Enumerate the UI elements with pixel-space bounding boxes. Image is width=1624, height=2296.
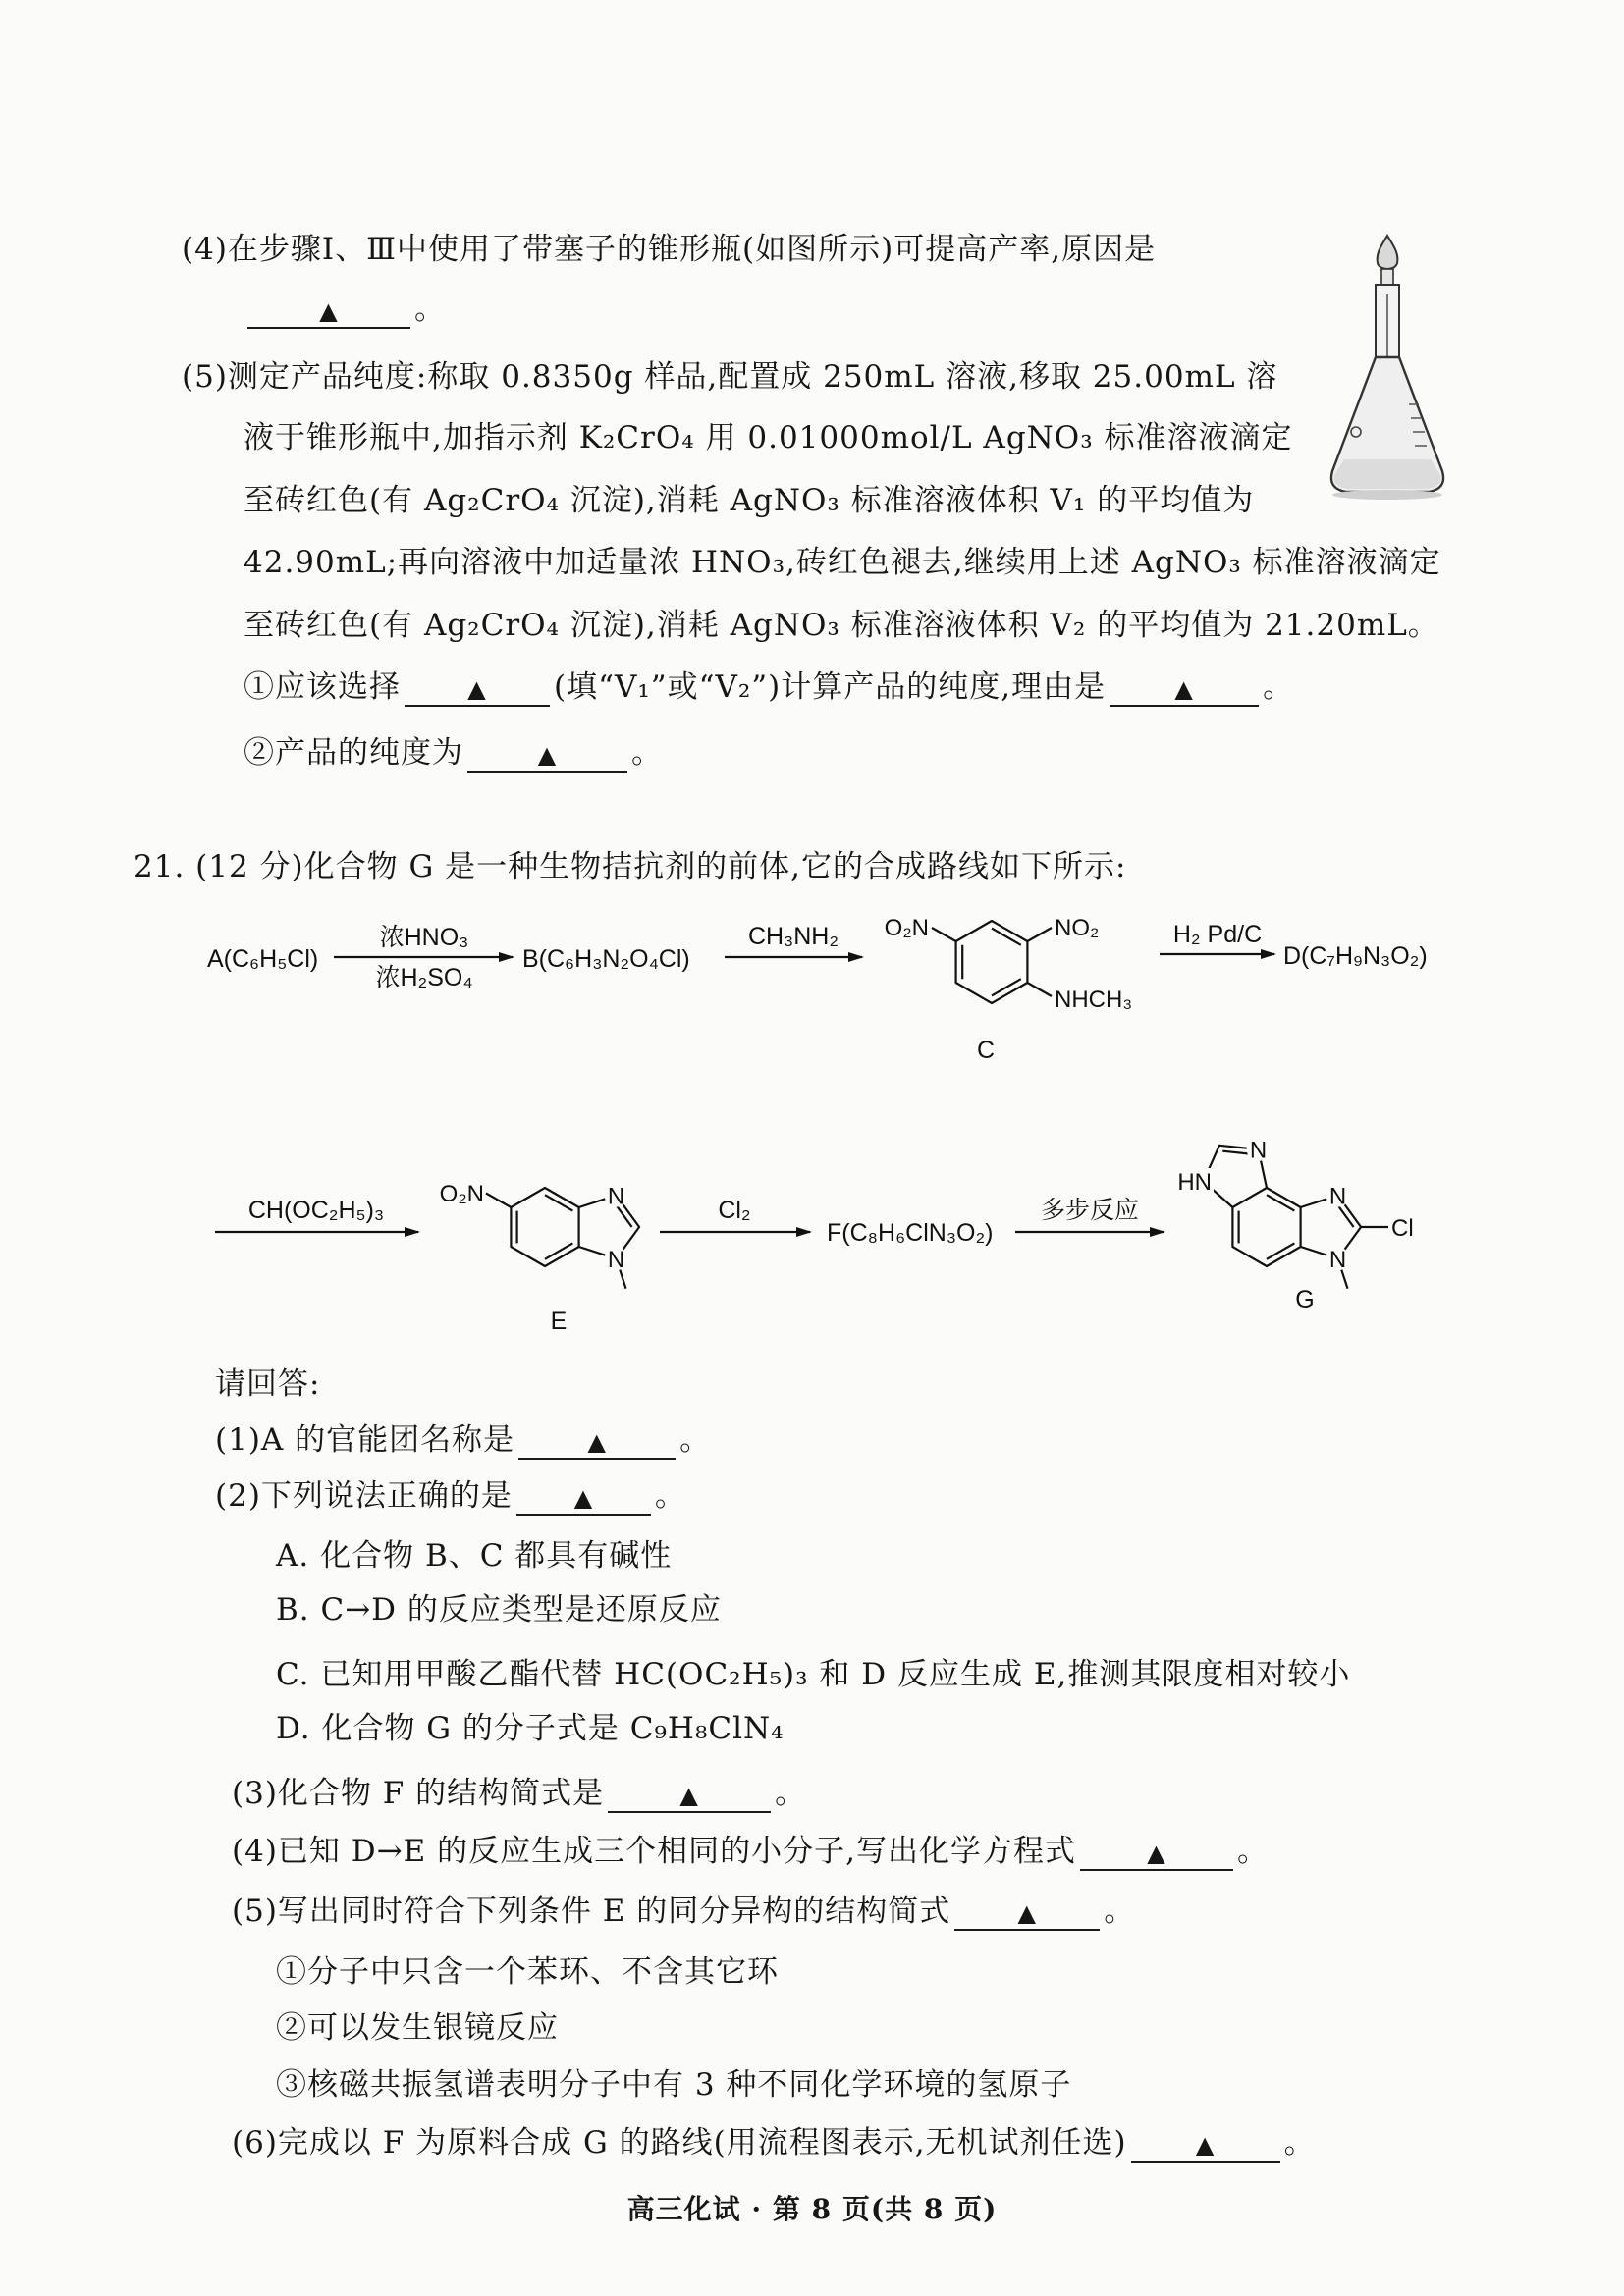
compound-d: D(C₇H₉N₃O₂): [1283, 942, 1428, 970]
compound-c-label: C: [976, 1037, 996, 1064]
sentence-end: 。: [1104, 1894, 1136, 1929]
nitrogen-atom-right-top: N: [1328, 1183, 1347, 1210]
sentence-end: 。: [631, 735, 663, 771]
chlorine-atom: Cl: [1391, 1215, 1414, 1242]
nitrogen-atom-top: N: [607, 1183, 625, 1210]
q21-q5-condition-1: ①分子中只含一个苯环、不含其它环: [276, 1954, 779, 1990]
answer-blank: ▲: [1131, 2129, 1280, 2163]
page-footer: 高三化试 · 第 8 页(共 8 页): [626, 2193, 998, 2225]
reagent-3: H₂ Pd/C: [1172, 921, 1263, 948]
question-text: 已知 D→E 的反应生成三个相同的小分子,写出化学方程式: [277, 1834, 1076, 1869]
item-text: (填“V₁”或“V₂”)计算产品的纯度,理由是: [554, 669, 1107, 705]
nitrogen-atom-upper: N: [1249, 1137, 1268, 1164]
benzene-ring: [511, 1188, 578, 1266]
q20-part4-text: 在步骤Ⅰ、Ⅲ中使用了带塞子的锥形瓶(如图所示)可提高产率,原因是: [227, 232, 1157, 267]
question-text: 下列说法正确的是: [260, 1478, 513, 1514]
benzene-ring: [1232, 1188, 1300, 1266]
benzene-ring: [956, 921, 1028, 1003]
sentence-end: 。: [679, 1422, 712, 1458]
erlenmeyer-flask-illustration: [1323, 232, 1452, 503]
flask-base-shadow: [1332, 490, 1442, 500]
q21-q2-option-c: C. 已知用甲酸乙酯代替 HC(OC₂H₅)₃ 和 D 反应生成 E,推测其限度相对较小: [276, 1657, 1351, 1692]
compound-g-structure: [1176, 1138, 1414, 1313]
q21-q2-option-a: A. 化合物 B、C 都具有碱性: [276, 1538, 673, 1574]
sentence-end: 。: [414, 292, 446, 327]
question-label: (4): [232, 1834, 278, 1869]
q21-q2-option-b: B. C→D 的反应类型是还原反应: [276, 1592, 722, 1628]
sentence-end: 。: [654, 1478, 686, 1514]
q20-part5-label: (5): [182, 359, 228, 395]
q21-question-1: [215, 1420, 711, 1460]
flask-stopper: [1378, 236, 1398, 269]
reagent-1-bottom: 浓H₂SO₄: [375, 964, 473, 991]
answer-blank: ▲: [405, 673, 550, 707]
question-text: A 的官能团名称是: [260, 1422, 515, 1458]
question-label: (2): [215, 1478, 261, 1514]
answer-blank: ▲: [516, 1482, 651, 1516]
sentence-end: 。: [1263, 669, 1295, 705]
q21-intro: (12 分)化合物 G 是一种生物拮抗剂的前体,它的合成路线如下所示:: [185, 849, 1127, 884]
reagent-1-top: 浓HNO₃: [379, 924, 469, 951]
question-label: (6): [232, 2125, 278, 2161]
nitro-group-left: O₂N: [884, 915, 929, 941]
compound-e-structure: [440, 1181, 639, 1335]
q20-part5-line-3: 至砖红色(有 Ag₂CrO₄ 沉淀),消耗 AgNO₃ 标准溶液体积 V₁ 的平均值为: [244, 483, 1255, 518]
q21-prompt: 请回答:: [215, 1366, 321, 1402]
item-text: ①应该选择: [244, 669, 401, 705]
answer-blank: ▲: [1080, 1838, 1233, 1871]
question-text: 化合物 F 的结构简式是: [277, 1776, 605, 1811]
sentence-end: 。: [1236, 1834, 1269, 1869]
aromatic-double-bonds: [962, 929, 1021, 996]
q21-number: 21.: [134, 849, 186, 884]
question-text: 完成以 F 为原料合成 G 的路线(用流程图表示,无机试剂任选): [277, 2125, 1127, 2161]
q21-q5-condition-2: ②可以发生银镜反应: [276, 2010, 559, 2046]
compound-e-label: E: [550, 1308, 568, 1335]
q20-part4-line: [182, 230, 1156, 269]
q20-part5-line-4: 42.90mL;再向溶液中加适量浓 HNO₃,砖红色褪去,继续用上述 AgNO₃ 标准溶液滴定: [244, 545, 1441, 580]
substituent-bonds: [932, 928, 1052, 996]
q21-question-3: [232, 1774, 806, 1813]
q20-part5-line-5: 至砖红色(有 Ag₂CrO₄ 沉淀),消耗 AgNO₃ 标准溶液体积 V₂ 的平均值为 21.20mL。: [244, 608, 1439, 643]
nitro-group: O₂N: [439, 1181, 484, 1207]
nitrogen-atom-bottom: N: [607, 1247, 625, 1273]
sentence-end: 。: [775, 1776, 807, 1811]
q21-q5-condition-3: ③核磁共振氢谱表明分子中有 3 种不同化学环境的氢原子: [276, 2067, 1072, 2103]
synthesis-route-scheme: [0, 864, 1624, 1335]
answer-blank: ▲: [247, 295, 410, 329]
q20-part4-label: (4): [182, 232, 228, 267]
q20-part5-item-2: [244, 733, 663, 773]
substituent-bonds: [486, 1194, 626, 1289]
question-label: (5): [232, 1894, 278, 1929]
item-text: ②产品的纯度为: [244, 735, 463, 771]
reagent-5: Cl₂: [718, 1197, 751, 1224]
q20-part5-line-1: [182, 357, 1277, 397]
compound-a: A(C₆H₅Cl): [207, 945, 319, 973]
compound-g-label: G: [1295, 1286, 1315, 1313]
sentence-end: 。: [1283, 2125, 1316, 2161]
answer-blank: ▲: [518, 1426, 676, 1460]
question-text: 写出同时符合下列条件 E 的同分异构的结构简式: [277, 1894, 951, 1929]
answer-blank: ▲: [608, 1780, 771, 1813]
q21-question-5: [232, 1892, 1135, 1931]
reagent-2: CH₃NH₂: [747, 923, 839, 950]
aromatic-double-bonds: [517, 1195, 573, 1259]
nh-group: HN: [1177, 1169, 1212, 1196]
reagent-4: CH(OC₂H₅)₃: [247, 1197, 385, 1224]
question-label: (1): [215, 1422, 261, 1458]
flask-liquid: [1334, 459, 1441, 489]
q20-part5-text: 测定产品纯度:称取 0.8350g 样品,配置成 250mL 溶液,移取 25.00mL 溶: [227, 359, 1278, 395]
compound-f: F(C₈H₆ClN₃O₂): [827, 1219, 994, 1247]
reagent-6: 多步反应: [1040, 1197, 1140, 1224]
nitro-group-right: NO₂: [1055, 915, 1100, 941]
compound-b: B(C₆H₃N₂O₄Cl): [522, 945, 690, 973]
q21-question-4: [232, 1832, 1269, 1871]
q21-question-2: [215, 1476, 686, 1516]
aromatic-double-bonds: [1239, 1195, 1295, 1259]
question-label: (3): [232, 1776, 278, 1811]
methylamino-group: NHCH₃: [1055, 987, 1133, 1013]
answer-blank: ▲: [954, 1897, 1100, 1931]
q20-part5-line-2: 液于锥形瓶中,加指示剂 K₂CrO₄ 用 0.01000mol/L AgNO₃ 标准溶液滴定: [244, 420, 1293, 455]
answer-blank: ▲: [467, 739, 627, 773]
nitrogen-atom-right-bottom: N: [1328, 1247, 1347, 1273]
q21-q2-option-d: D. 化合物 G 的分子式是 C₉H₈ClN₄: [276, 1711, 785, 1746]
answer-blank: ▲: [1110, 673, 1259, 707]
q20-part5-item-1: [244, 667, 1294, 707]
q20-part4-answer-line: [244, 290, 446, 329]
compound-c-structure: [885, 915, 1132, 1064]
q21-question-6: [232, 2123, 1316, 2163]
